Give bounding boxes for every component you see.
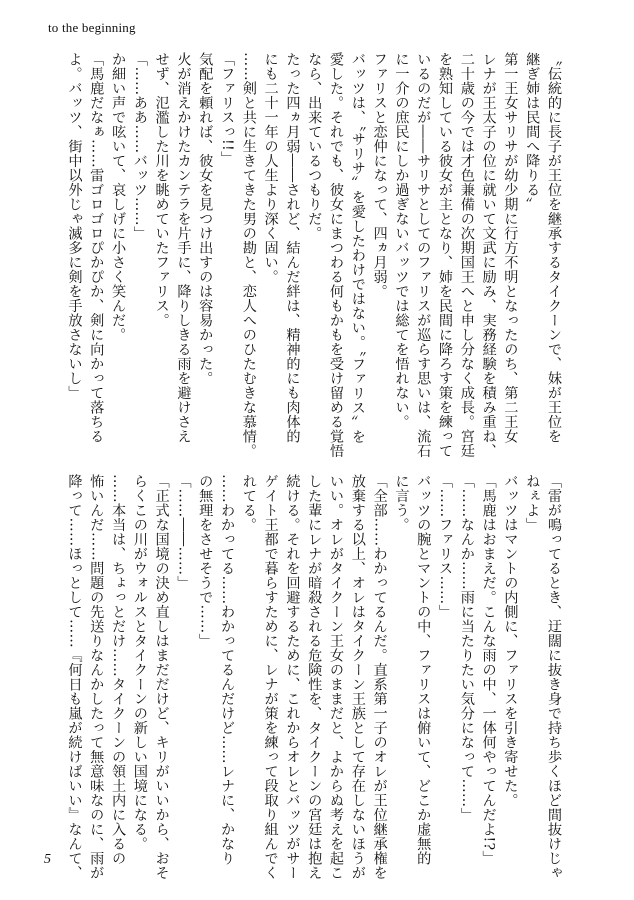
text-line: 継ぎ姉は民間へ降りる〟 xyxy=(524,52,541,212)
text-line: 「馬鹿はおまえだ。こんな雨の中、一体何やってんだよ!?」 xyxy=(480,474,497,865)
text-line: 「……ファリス……」 xyxy=(437,474,454,619)
text-line: の無理をさせそうで……」 xyxy=(197,474,214,648)
text-line: に言う。 xyxy=(393,474,410,532)
text-line: なら、出来ているつもりだ。 xyxy=(306,52,323,241)
text-line: 放棄する以上、オレはタイクーン王族として存在しないほうが xyxy=(349,474,366,880)
text-line: 「馬鹿だなぁ……雷ゴロゴロぴかぴか、剣に向かって落ちる xyxy=(88,52,105,444)
lower-text-block xyxy=(66,474,564,880)
text-line: ゲイト王都で暮らすために、レナが策を練って段取り組んでく xyxy=(262,474,279,880)
text-line: バッツはマントの内側に、ファリスを引き寄せた。 xyxy=(502,474,519,808)
text-line: 「……なんか……雨に当たりたい気分になって……」 xyxy=(458,474,475,822)
text-line: れてる。 xyxy=(240,474,257,532)
text-line: せず、氾濫した川を眺めていたファリス。 xyxy=(153,52,170,328)
text-line: 愛した。それでも、彼女にまつわる何もかもを受け留める覚悟 xyxy=(328,52,345,458)
text-line: にも二十一年の人生より深く固い。 xyxy=(262,52,279,284)
text-line: 「ファリスっ!!」 xyxy=(219,52,236,166)
text-line: ファリスと恋仲になって、四ヵ月弱。 xyxy=(371,52,388,299)
text-line: 「……――……」 xyxy=(175,474,192,590)
running-title: to the beginning xyxy=(48,20,136,35)
text-line: した輩にレナが暗殺される危険性を、タイクーンの宮廷は抱え xyxy=(306,474,323,880)
text-line: ねぇよ」 xyxy=(524,474,541,532)
text-line: レナが王太子の位に就いて文武に励み、実務経験を積み重ね、 xyxy=(480,52,497,458)
text-line: 降って……ほっとして……『何日も嵐が続けばいい』なんて、 xyxy=(66,474,83,880)
text-line: 第一王女サリサが幼少期に行方不明となったのち、第二王女 xyxy=(502,52,519,444)
text-line: 続ける。それを回避するために、これからオレとバッツがサー xyxy=(284,474,301,880)
text-line: いい。オレがタイクーン王女のままだと、よからぬ考えを起こ xyxy=(328,474,345,880)
text-line: バッツの腕とマントの中、ファリスは俯いて、どこか虚無的 xyxy=(415,474,432,866)
text-line: を熟知している彼女が主となり、姉を民間に降ろす策を練って xyxy=(437,52,454,458)
text-line: に一介の庶民にしか過ぎないバッツでは総てを悟れない。 xyxy=(393,52,410,429)
text-line: バッツは、〝サリサ〟を愛したわけではない。〝ファリス〟を xyxy=(349,52,366,444)
text-line: 怖いんだ……問題の先送りなんかしたって無意味なのに、雨が xyxy=(88,474,105,880)
text-line: 「……ああ……バッツ……」 xyxy=(131,52,148,241)
text-line: 気配を頼れば、彼女を見つけ出すのは容易かった。 xyxy=(197,52,214,386)
text-line: 「全部……わかってるんだ。直系第一子のオレが王位継承権を xyxy=(371,474,388,880)
text-line: 「雷が鳴ってるとき、迂闊に抜き身で持ち歩くほど間抜けじゃ xyxy=(546,474,562,880)
page-number: 5 xyxy=(44,852,51,867)
text-line: 〝伝統的に長子が王位を継承するタイクーンで、妹が王位を xyxy=(546,52,562,444)
text-line: いるのだが――サリサとしてのファリスが巡らす思いは、流石 xyxy=(415,52,432,458)
upper-text-block xyxy=(66,52,564,458)
text-line: 火が消えかけたカンテラを片手に、降りしきる雨を避けさえ xyxy=(175,52,192,444)
text-line: ……わかってる……わかってるんだけど……レナに、かなり xyxy=(219,474,236,866)
text-line: 「正式な国境の決め直しはまだだけど、キリがいいから、おそ xyxy=(153,474,170,880)
text-line: ……本当は、ちょっとだけ……タイクーンの領土内に入るの xyxy=(110,474,127,866)
text-line: 二十歳の今では才色兼備の次期国王へと申し分なく成長。宮廷 xyxy=(458,52,475,458)
text-line: よ。バッツ、街中以外じゃ滅多に剣を手放さないし」 xyxy=(66,52,83,400)
text-line: か細い声で呟いて、哀しげに小さく笑んだ。 xyxy=(110,52,127,342)
text-line: らくこの川がウォルスとタイクーンの新しい国境になる。 xyxy=(131,474,148,851)
text-line: ……剣と共に生きてきた男の勘と、恋人へのひたむきな慕情。 xyxy=(240,52,257,458)
text-line: たった四ヵ月弱――されど、結んだ絆は、精神的にも肉体的 xyxy=(284,52,301,444)
